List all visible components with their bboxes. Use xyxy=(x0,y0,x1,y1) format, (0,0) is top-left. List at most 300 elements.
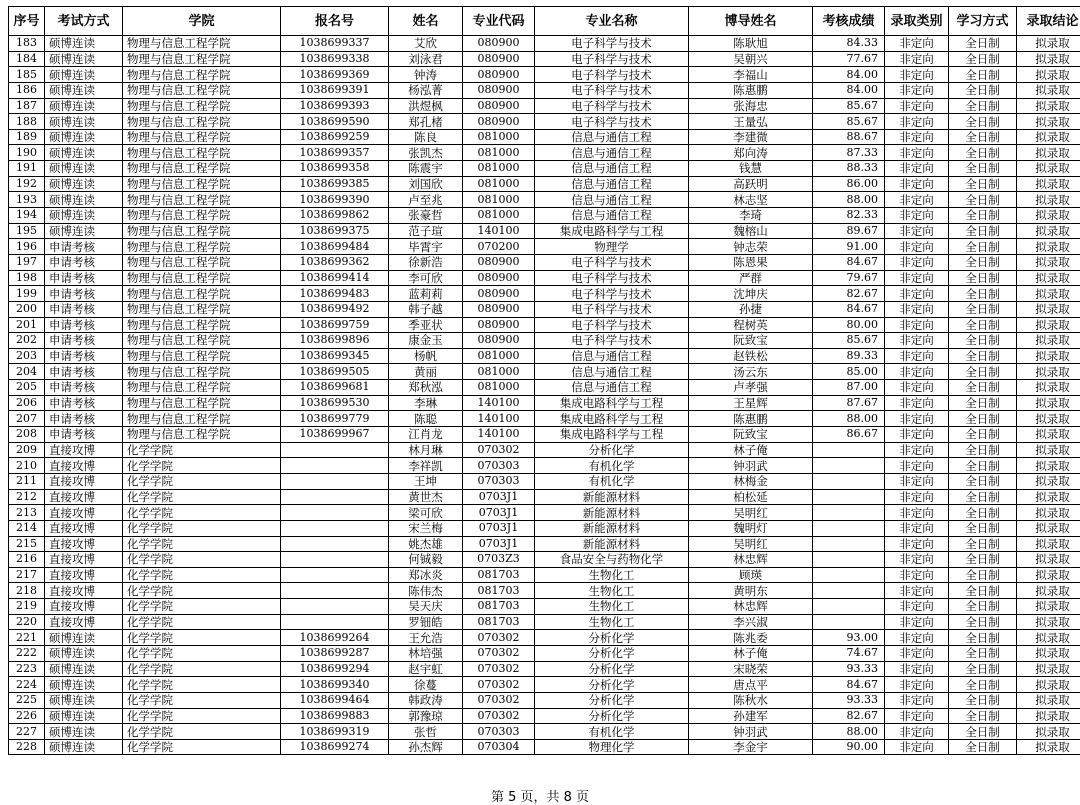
cell-major-code: 081000 xyxy=(463,176,535,192)
cell-study-mode: 全日制 xyxy=(949,208,1017,224)
cell-conclusion: 拟录取 xyxy=(1017,661,1080,677)
cell-name: 陈伟杰 xyxy=(389,583,463,599)
cell-study-mode: 全日制 xyxy=(949,567,1017,583)
table-row xyxy=(9,645,1080,661)
cell-supervisor: 阮致宝 xyxy=(689,427,813,443)
cell-major-name: 电子科学与技术 xyxy=(535,98,689,114)
cell-registration-no: 1038699967 xyxy=(281,427,389,443)
table-row xyxy=(9,739,1080,755)
cell-name: 张凯杰 xyxy=(389,145,463,161)
cell-admission-category: 非定向 xyxy=(885,129,949,145)
table-row xyxy=(9,552,1080,568)
table-row xyxy=(9,614,1080,630)
cell-seq: 201 xyxy=(9,317,45,333)
cell-supervisor: 吴明红 xyxy=(689,505,813,521)
cell-exam-type: 申请考核 xyxy=(45,254,123,270)
cell-name: 吴天庆 xyxy=(389,599,463,615)
cell-study-mode: 全日制 xyxy=(949,395,1017,411)
cell-major-name: 集成电路科学与工程 xyxy=(535,223,689,239)
cell-admission-category: 非定向 xyxy=(885,223,949,239)
cell-supervisor: 李福山 xyxy=(689,67,813,83)
table-row xyxy=(9,411,1080,427)
cell-registration-no: 1038699274 xyxy=(281,739,389,755)
cell-study-mode: 全日制 xyxy=(949,67,1017,83)
cell-study-mode: 全日制 xyxy=(949,114,1017,130)
cell-score: 87.67 xyxy=(813,395,885,411)
cell-study-mode: 全日制 xyxy=(949,599,1017,615)
cell-supervisor: 孙建军 xyxy=(689,708,813,724)
cell-admission-category: 非定向 xyxy=(885,67,949,83)
cell-major-code: 070304 xyxy=(463,739,535,755)
cell-supervisor: 魏明灯 xyxy=(689,520,813,536)
cell-study-mode: 全日制 xyxy=(949,286,1017,302)
cell-major-code: 070303 xyxy=(463,458,535,474)
cell-registration-no xyxy=(281,505,389,521)
table-row xyxy=(9,270,1080,286)
col-header-study-mode: 学习方式 xyxy=(949,7,1017,36)
cell-supervisor: 钱慧 xyxy=(689,161,813,177)
cell-seq: 223 xyxy=(9,661,45,677)
cell-major-code: 081703 xyxy=(463,583,535,599)
cell-score: 91.00 xyxy=(813,239,885,255)
cell-conclusion: 拟录取 xyxy=(1017,505,1080,521)
cell-score xyxy=(813,583,885,599)
cell-registration-no xyxy=(281,520,389,536)
cell-supervisor: 林志坚 xyxy=(689,192,813,208)
cell-name: 郭豫琼 xyxy=(389,708,463,724)
cell-score xyxy=(813,599,885,615)
col-header-registration-no: 报名号 xyxy=(281,7,389,36)
cell-college: 物理与信息工程学院 xyxy=(123,176,281,192)
cell-exam-type: 硕博连读 xyxy=(45,129,123,145)
cell-study-mode: 全日制 xyxy=(949,254,1017,270)
cell-exam-type: 直接攻博 xyxy=(45,442,123,458)
cell-seq: 221 xyxy=(9,630,45,646)
cell-conclusion: 拟录取 xyxy=(1017,286,1080,302)
cell-major-name: 新能源材料 xyxy=(535,505,689,521)
cell-supervisor: 陈秋水 xyxy=(689,692,813,708)
cell-score xyxy=(813,536,885,552)
cell-exam-type: 直接攻博 xyxy=(45,614,123,630)
cell-score: 86.00 xyxy=(813,176,885,192)
cell-conclusion: 拟录取 xyxy=(1017,724,1080,740)
cell-seq: 184 xyxy=(9,51,45,67)
cell-name: 蓝莉莉 xyxy=(389,286,463,302)
cell-seq: 224 xyxy=(9,677,45,693)
cell-exam-type: 申请考核 xyxy=(45,427,123,443)
cell-name: 张豪哲 xyxy=(389,208,463,224)
cell-major-code: 080900 xyxy=(463,82,535,98)
cell-major-name: 信息与通信工程 xyxy=(535,129,689,145)
cell-seq: 220 xyxy=(9,614,45,630)
col-header-conclusion: 录取结论 xyxy=(1017,7,1080,36)
cell-conclusion: 拟录取 xyxy=(1017,520,1080,536)
cell-major-name: 生物化工 xyxy=(535,567,689,583)
cell-college: 化学学院 xyxy=(123,724,281,740)
cell-conclusion: 拟录取 xyxy=(1017,442,1080,458)
cell-registration-no xyxy=(281,442,389,458)
table-row xyxy=(9,473,1080,489)
cell-supervisor: 李金宇 xyxy=(689,739,813,755)
cell-seq: 218 xyxy=(9,583,45,599)
cell-major-name: 新能源材料 xyxy=(535,520,689,536)
cell-college: 化学学院 xyxy=(123,552,281,568)
cell-registration-no: 1038699883 xyxy=(281,708,389,724)
cell-major-code: 081000 xyxy=(463,208,535,224)
cell-admission-category: 非定向 xyxy=(885,239,949,255)
cell-score: 89.67 xyxy=(813,223,885,239)
cell-major-code: 070200 xyxy=(463,239,535,255)
cell-major-name: 有机化学 xyxy=(535,458,689,474)
cell-exam-type: 硕博连读 xyxy=(45,630,123,646)
cell-major-name: 电子科学与技术 xyxy=(535,82,689,98)
cell-major-name: 信息与通信工程 xyxy=(535,176,689,192)
cell-admission-category: 非定向 xyxy=(885,192,949,208)
cell-registration-no: 1038699483 xyxy=(281,286,389,302)
cell-supervisor: 魏榕山 xyxy=(689,223,813,239)
cell-conclusion: 拟录取 xyxy=(1017,98,1080,114)
table-row xyxy=(9,380,1080,396)
cell-major-name: 电子科学与技术 xyxy=(535,333,689,349)
cell-major-name: 新能源材料 xyxy=(535,536,689,552)
cell-score xyxy=(813,489,885,505)
cell-major-name: 集成电路科学与工程 xyxy=(535,427,689,443)
cell-conclusion: 拟录取 xyxy=(1017,599,1080,615)
cell-supervisor: 顾瑛 xyxy=(689,567,813,583)
cell-name: 罗钿皓 xyxy=(389,614,463,630)
cell-name: 孙杰辉 xyxy=(389,739,463,755)
cell-exam-type: 硕博连读 xyxy=(45,161,123,177)
cell-exam-type: 直接攻博 xyxy=(45,505,123,521)
cell-supervisor: 李琦 xyxy=(689,208,813,224)
cell-registration-no: 1038699319 xyxy=(281,724,389,740)
cell-score xyxy=(813,614,885,630)
cell-major-code: 070302 xyxy=(463,645,535,661)
col-header-name: 姓名 xyxy=(389,7,463,36)
cell-study-mode: 全日制 xyxy=(949,51,1017,67)
table-row xyxy=(9,114,1080,130)
cell-score: 85.67 xyxy=(813,114,885,130)
cell-registration-no xyxy=(281,536,389,552)
cell-conclusion: 拟录取 xyxy=(1017,223,1080,239)
cell-major-code: 070302 xyxy=(463,708,535,724)
cell-conclusion: 拟录取 xyxy=(1017,333,1080,349)
cell-score: 82.67 xyxy=(813,286,885,302)
cell-seq: 216 xyxy=(9,552,45,568)
cell-supervisor: 王星辉 xyxy=(689,395,813,411)
cell-admission-category: 非定向 xyxy=(885,380,949,396)
cell-name: 杨帆 xyxy=(389,348,463,364)
cell-exam-type: 硕博连读 xyxy=(45,98,123,114)
cell-registration-no xyxy=(281,489,389,505)
cell-supervisor: 林忠辉 xyxy=(689,599,813,615)
cell-exam-type: 申请考核 xyxy=(45,348,123,364)
cell-supervisor: 李建微 xyxy=(689,129,813,145)
cell-study-mode: 全日制 xyxy=(949,36,1017,52)
cell-name: 季亚状 xyxy=(389,317,463,333)
cell-study-mode: 全日制 xyxy=(949,223,1017,239)
cell-seq: 191 xyxy=(9,161,45,177)
cell-admission-category: 非定向 xyxy=(885,661,949,677)
cell-major-code: 0703J1 xyxy=(463,536,535,552)
cell-admission-category: 非定向 xyxy=(885,145,949,161)
table-row xyxy=(9,567,1080,583)
cell-study-mode: 全日制 xyxy=(949,661,1017,677)
cell-major-code: 070302 xyxy=(463,442,535,458)
table-row xyxy=(9,708,1080,724)
cell-major-code: 081000 xyxy=(463,348,535,364)
cell-supervisor: 阮致宝 xyxy=(689,333,813,349)
cell-name: 宋兰梅 xyxy=(389,520,463,536)
cell-admission-category: 非定向 xyxy=(885,458,949,474)
cell-study-mode: 全日制 xyxy=(949,364,1017,380)
cell-score xyxy=(813,520,885,536)
cell-major-name: 信息与通信工程 xyxy=(535,364,689,380)
cell-conclusion: 拟录取 xyxy=(1017,254,1080,270)
cell-registration-no: 1038699590 xyxy=(281,114,389,130)
cell-score: 93.00 xyxy=(813,630,885,646)
cell-admission-category: 非定向 xyxy=(885,411,949,427)
cell-college: 化学学院 xyxy=(123,661,281,677)
cell-major-name: 集成电路科学与工程 xyxy=(535,411,689,427)
cell-supervisor: 严群 xyxy=(689,270,813,286)
table-row xyxy=(9,599,1080,615)
cell-admission-category: 非定向 xyxy=(885,520,949,536)
cell-study-mode: 全日制 xyxy=(949,411,1017,427)
cell-college: 物理与信息工程学院 xyxy=(123,380,281,396)
table-row xyxy=(9,286,1080,302)
cell-registration-no: 1038699390 xyxy=(281,192,389,208)
cell-seq: 208 xyxy=(9,427,45,443)
cell-seq: 213 xyxy=(9,505,45,521)
cell-seq: 207 xyxy=(9,411,45,427)
cell-college: 物理与信息工程学院 xyxy=(123,67,281,83)
cell-exam-type: 硕博连读 xyxy=(45,208,123,224)
cell-major-name: 有机化学 xyxy=(535,724,689,740)
cell-admission-category: 非定向 xyxy=(885,301,949,317)
cell-major-code: 081000 xyxy=(463,129,535,145)
cell-college: 化学学院 xyxy=(123,442,281,458)
cell-supervisor: 陈恩果 xyxy=(689,254,813,270)
cell-conclusion: 拟录取 xyxy=(1017,552,1080,568)
cell-conclusion: 拟录取 xyxy=(1017,489,1080,505)
cell-supervisor: 林梅金 xyxy=(689,473,813,489)
cell-seq: 186 xyxy=(9,82,45,98)
cell-major-name: 电子科学与技术 xyxy=(535,67,689,83)
header-row xyxy=(9,7,1080,36)
cell-conclusion: 拟录取 xyxy=(1017,192,1080,208)
table-row xyxy=(9,145,1080,161)
cell-admission-category: 非定向 xyxy=(885,427,949,443)
col-header-major-name: 专业名称 xyxy=(535,7,689,36)
cell-major-code: 080900 xyxy=(463,333,535,349)
cell-major-code: 081000 xyxy=(463,161,535,177)
cell-supervisor: 吴明红 xyxy=(689,536,813,552)
cell-college: 物理与信息工程学院 xyxy=(123,427,281,443)
cell-registration-no xyxy=(281,583,389,599)
cell-supervisor: 卢孝强 xyxy=(689,380,813,396)
cell-admission-category: 非定向 xyxy=(885,630,949,646)
cell-supervisor: 钟羽武 xyxy=(689,724,813,740)
cell-name: 郑冰炎 xyxy=(389,567,463,583)
cell-study-mode: 全日制 xyxy=(949,708,1017,724)
cell-admission-category: 非定向 xyxy=(885,692,949,708)
table-row xyxy=(9,348,1080,364)
cell-college: 化学学院 xyxy=(123,677,281,693)
cell-admission-category: 非定向 xyxy=(885,614,949,630)
cell-admission-category: 非定向 xyxy=(885,317,949,333)
cell-score: 87.00 xyxy=(813,380,885,396)
cell-registration-no: 1038699393 xyxy=(281,98,389,114)
col-header-college: 学院 xyxy=(123,7,281,36)
cell-score xyxy=(813,505,885,521)
cell-admission-category: 非定向 xyxy=(885,739,949,755)
cell-major-name: 信息与通信工程 xyxy=(535,208,689,224)
cell-major-name: 生物化工 xyxy=(535,583,689,599)
cell-study-mode: 全日制 xyxy=(949,645,1017,661)
cell-supervisor: 林子俺 xyxy=(689,442,813,458)
cell-score: 74.67 xyxy=(813,645,885,661)
cell-registration-no: 1038699464 xyxy=(281,692,389,708)
cell-college: 化学学院 xyxy=(123,567,281,583)
cell-college: 物理与信息工程学院 xyxy=(123,286,281,302)
cell-seq: 215 xyxy=(9,536,45,552)
cell-major-code: 070303 xyxy=(463,724,535,740)
cell-conclusion: 拟录取 xyxy=(1017,708,1080,724)
cell-admission-category: 非定向 xyxy=(885,208,949,224)
cell-registration-no: 1038699259 xyxy=(281,129,389,145)
cell-study-mode: 全日制 xyxy=(949,442,1017,458)
cell-name: 韩子越 xyxy=(389,301,463,317)
cell-college: 化学学院 xyxy=(123,583,281,599)
cell-college: 化学学院 xyxy=(123,599,281,615)
cell-name: 郑孔楮 xyxy=(389,114,463,130)
cell-admission-category: 非定向 xyxy=(885,552,949,568)
cell-score: 82.33 xyxy=(813,208,885,224)
table-row xyxy=(9,223,1080,239)
cell-study-mode: 全日制 xyxy=(949,82,1017,98)
cell-major-code: 081703 xyxy=(463,599,535,615)
cell-college: 化学学院 xyxy=(123,473,281,489)
cell-college: 物理与信息工程学院 xyxy=(123,364,281,380)
cell-exam-type: 申请考核 xyxy=(45,270,123,286)
cell-conclusion: 拟录取 xyxy=(1017,567,1080,583)
cell-admission-category: 非定向 xyxy=(885,114,949,130)
cell-exam-type: 申请考核 xyxy=(45,395,123,411)
cell-conclusion: 拟录取 xyxy=(1017,301,1080,317)
cell-major-code: 080900 xyxy=(463,67,535,83)
table-row xyxy=(9,239,1080,255)
cell-major-name: 信息与通信工程 xyxy=(535,380,689,396)
cell-seq: 212 xyxy=(9,489,45,505)
cell-conclusion: 拟录取 xyxy=(1017,82,1080,98)
cell-study-mode: 全日制 xyxy=(949,317,1017,333)
cell-exam-type: 申请考核 xyxy=(45,301,123,317)
cell-admission-category: 非定向 xyxy=(885,599,949,615)
cell-exam-type: 硕博连读 xyxy=(45,67,123,83)
cell-registration-no: 1038699362 xyxy=(281,254,389,270)
cell-major-name: 分析化学 xyxy=(535,708,689,724)
cell-registration-no: 1038699287 xyxy=(281,645,389,661)
cell-score xyxy=(813,567,885,583)
cell-admission-category: 非定向 xyxy=(885,724,949,740)
cell-conclusion: 拟录取 xyxy=(1017,145,1080,161)
cell-name: 林月琳 xyxy=(389,442,463,458)
cell-college: 化学学院 xyxy=(123,692,281,708)
cell-study-mode: 全日制 xyxy=(949,552,1017,568)
cell-college: 物理与信息工程学院 xyxy=(123,114,281,130)
cell-seq: 203 xyxy=(9,348,45,364)
cell-exam-type: 硕博连读 xyxy=(45,645,123,661)
cell-major-name: 分析化学 xyxy=(535,442,689,458)
cell-score: 82.67 xyxy=(813,708,885,724)
cell-admission-category: 非定向 xyxy=(885,708,949,724)
cell-exam-type: 申请考核 xyxy=(45,286,123,302)
cell-exam-type: 硕博连读 xyxy=(45,114,123,130)
cell-conclusion: 拟录取 xyxy=(1017,67,1080,83)
cell-conclusion: 拟录取 xyxy=(1017,348,1080,364)
cell-conclusion: 拟录取 xyxy=(1017,614,1080,630)
cell-name: 钟涛 xyxy=(389,67,463,83)
cell-study-mode: 全日制 xyxy=(949,333,1017,349)
col-header-seq: 序号 xyxy=(9,7,45,36)
cell-name: 李琳 xyxy=(389,395,463,411)
cell-major-name: 电子科学与技术 xyxy=(535,254,689,270)
cell-exam-type: 硕博连读 xyxy=(45,692,123,708)
cell-exam-type: 硕博连读 xyxy=(45,677,123,693)
cell-conclusion: 拟录取 xyxy=(1017,161,1080,177)
cell-score xyxy=(813,442,885,458)
cell-conclusion: 拟录取 xyxy=(1017,364,1080,380)
cell-supervisor: 林子俺 xyxy=(689,645,813,661)
cell-name: 陈震宇 xyxy=(389,161,463,177)
cell-exam-type: 硕博连读 xyxy=(45,192,123,208)
col-header-exam-type: 考试方式 xyxy=(45,7,123,36)
cell-college: 物理与信息工程学院 xyxy=(123,129,281,145)
cell-supervisor: 张海忠 xyxy=(689,98,813,114)
cell-seq: 214 xyxy=(9,520,45,536)
cell-exam-type: 直接攻博 xyxy=(45,489,123,505)
cell-college: 物理与信息工程学院 xyxy=(123,82,281,98)
cell-college: 化学学院 xyxy=(123,614,281,630)
cell-registration-no: 1038699862 xyxy=(281,208,389,224)
cell-supervisor: 林忠辉 xyxy=(689,552,813,568)
cell-score: 84.00 xyxy=(813,67,885,83)
cell-admission-category: 非定向 xyxy=(885,395,949,411)
cell-major-name: 分析化学 xyxy=(535,677,689,693)
cell-name: 赵宇虹 xyxy=(389,661,463,677)
cell-conclusion: 拟录取 xyxy=(1017,677,1080,693)
cell-study-mode: 全日制 xyxy=(949,583,1017,599)
cell-admission-category: 非定向 xyxy=(885,489,949,505)
cell-major-name: 分析化学 xyxy=(535,645,689,661)
cell-supervisor: 陈兆委 xyxy=(689,630,813,646)
cell-exam-type: 申请考核 xyxy=(45,239,123,255)
cell-name: 毕霄宇 xyxy=(389,239,463,255)
table-row xyxy=(9,520,1080,536)
cell-score xyxy=(813,552,885,568)
cell-registration-no xyxy=(281,473,389,489)
cell-major-name: 电子科学与技术 xyxy=(535,317,689,333)
cell-conclusion: 拟录取 xyxy=(1017,645,1080,661)
table-row xyxy=(9,505,1080,521)
cell-study-mode: 全日制 xyxy=(949,301,1017,317)
cell-major-name: 电子科学与技术 xyxy=(535,270,689,286)
cell-seq: 204 xyxy=(9,364,45,380)
cell-college: 化学学院 xyxy=(123,520,281,536)
cell-study-mode: 全日制 xyxy=(949,489,1017,505)
table-row xyxy=(9,176,1080,192)
